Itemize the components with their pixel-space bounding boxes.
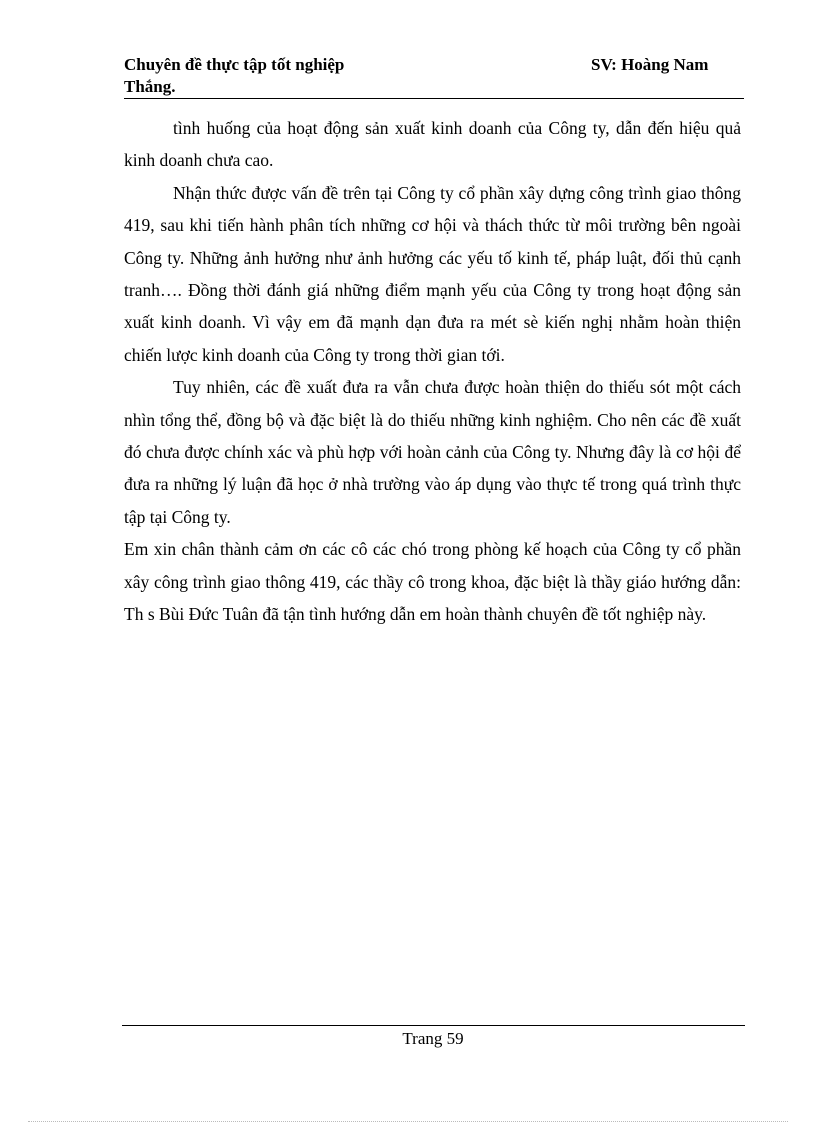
- footer-divider: [122, 1025, 745, 1026]
- header-author-continuation: Thắng.: [124, 77, 176, 96]
- page-edge-divider: [28, 1121, 788, 1122]
- page-number: Trang 59: [402, 1029, 464, 1048]
- header-author: SV: Hoàng Nam: [591, 55, 709, 74]
- paragraph-however: Tuy nhiên, các đề xuất đưa ra vẫn chưa được hoàn thiện do thiếu sót một cách nhìn tổng thể, đồng bộ và đặc biệt là do thiếu những kinh nghiệm. Cho nên các đề xuất đó chưa được chính xác và phù hợp với hoàn cảnh của Công ty. Nhưng đây là cơ hội để đưa ra những lý luận đã học ở nhà trường vào áp dụng vào thực tế trong quá trình thực tập tại Công ty.: [124, 377, 741, 527]
- paragraph-thanks: Em xin chân thành cảm ơn các cô các chó trong phòng kế hoạch của Công ty cổ phần xây công trình giao thông 419, các thầy cô trong khoa, đặc biệt là thầy giáo hướng dẫn: Th s Bùi Đức Tuân đã tận tình hướng dẫn em hoàn thành chuyên đề tốt nghiệp này.: [124, 539, 741, 625]
- document-body: [124, 112, 741, 631]
- paragraph-recognition: Nhận thức được vấn đề trên tại Công ty cổ phần xây dựng công trình giao thông 419, sau khi tiến hành phân tích những cơ hội và thách thức từ môi trường bên ngoài Công ty. Những ảnh hưởng như ảnh hưởng các yếu tố kinh tế, pháp luật, đối thủ cạnh tranh…. Đồng thời đánh giá những điểm mạnh yếu của Công ty trong hoạt động sản xuất kinh doanh. Vì vậy em đã mạnh dạn đưa ra mét sè kiến nghị nhằm hoàn thiện chiến lược kinh doanh của Công ty trong thời gian tới.: [124, 182, 741, 365]
- page-header: [124, 54, 744, 99]
- paragraph-continued: tình huống của hoạt động sản xuất kinh doanh của Công ty, dẫn đến hiệu quả kinh doanh chưa cao.: [124, 118, 741, 171]
- header-title: Chuyên đề thực tập tốt nghiệp: [124, 55, 345, 74]
